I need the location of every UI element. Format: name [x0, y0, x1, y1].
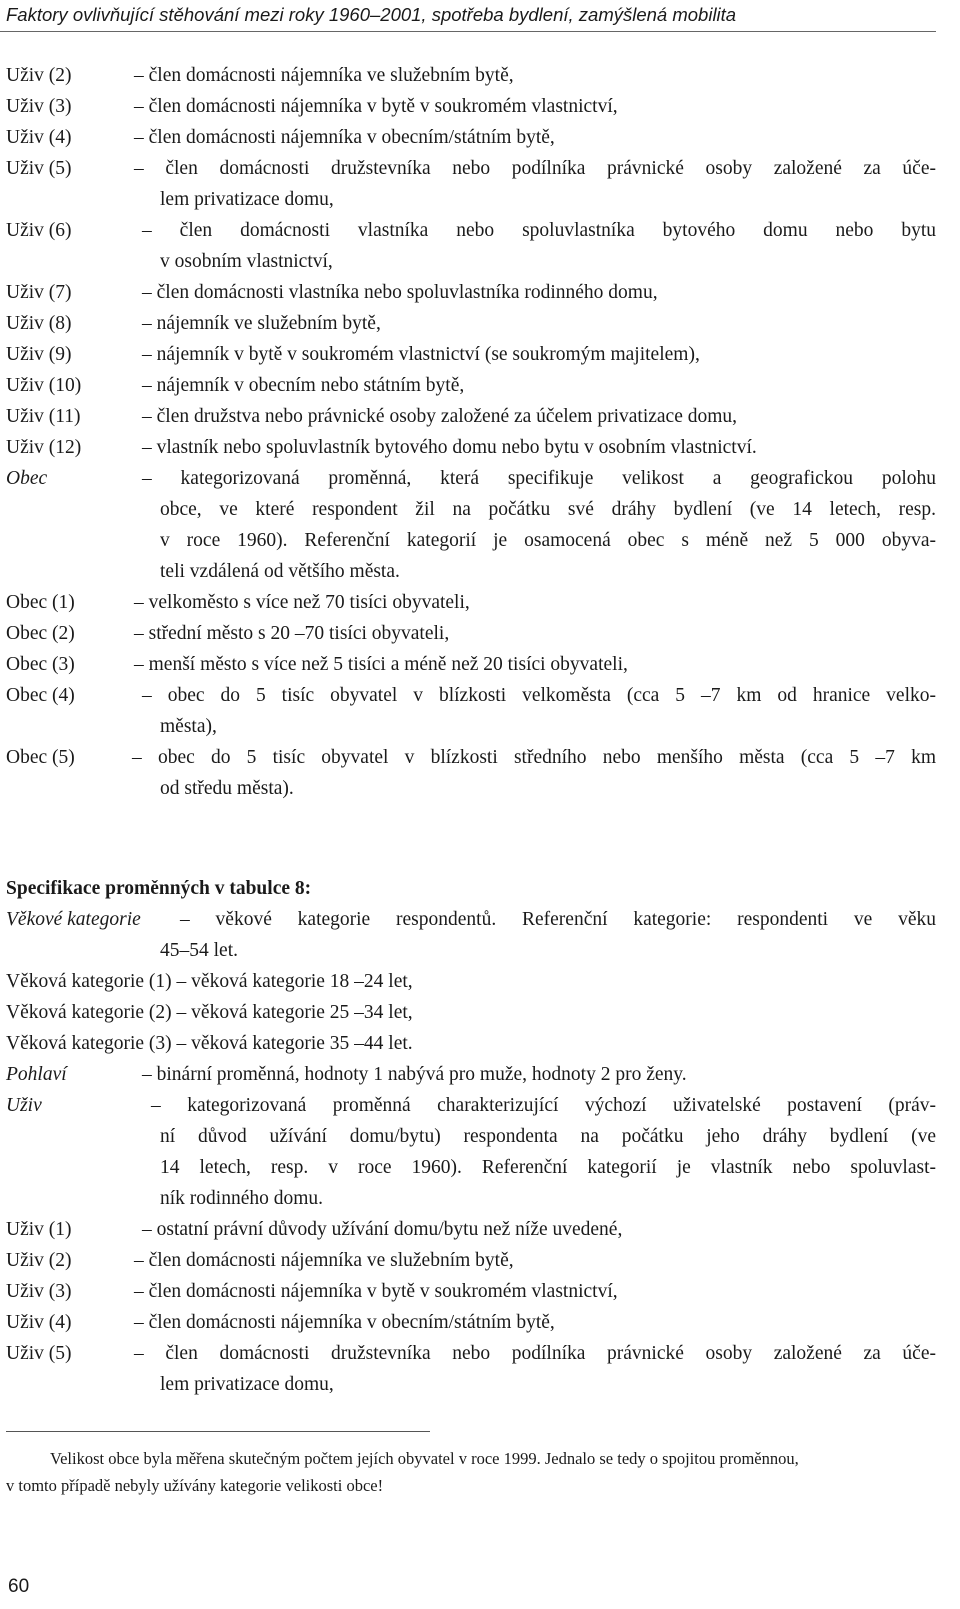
definition-continuation: 14 letech, resp. v roce 1960). Referenční kategorií je vlastník nebo spoluvlast-: [160, 1157, 936, 1178]
definition-row: Uživ (5) – člen domácnosti družstevníka nebo podílníka právnické osoby založené za úče-: [6, 1343, 936, 1364]
definition-continuation: v roce 1960). Referenční kategorií je osamocená obec s méně než 5 000 obyva-: [160, 530, 936, 551]
definition-row: Obec (1) – velkoměsto s více než 70 tisíci obyvateli,: [6, 592, 470, 613]
definition-row: Obec (4) – obec do 5 tisíc obyvatel v blízkosti velkoměsta (cca 5 –7 km od hranice velko-: [6, 685, 936, 706]
footnote: [0, 1445, 936, 1499]
definition-continuation: od středu města).: [160, 778, 294, 799]
definition-row: Uživ (9) – nájemník v bytě v soukromém vlastnictví (se soukromým majitelem),: [6, 344, 700, 365]
definition-row: Uživ (6) – člen domácnosti vlastníka nebo spoluvlastníka bytového domu nebo bytu: [6, 220, 936, 241]
definition-row: Obec (5) – obec do 5 tisíc obyvatel v blízkosti středního nebo menšího města (cca 5 –7 km: [6, 747, 936, 768]
definition-row: Uživ (7) – člen domácnosti vlastníka nebo spoluvlastníka rodinného domu,: [6, 282, 658, 303]
definition-row: Obec (2) – střední město s 20 –70 tisíci obyvateli,: [6, 623, 450, 644]
footnote-line: Velikost obce byla měřena skutečným počtem jejích obyvatel v roce 1999. Jednalo se tedy o spojitou proměnnou,: [50, 1449, 799, 1468]
definition-row: Uživ (5) – člen domácnosti družstevníka nebo podílníka právnické osoby založené za úče-: [6, 158, 936, 179]
definition-row: Obec (3) – menší město s více než 5 tisíci a méně než 20 tisíci obyvateli,: [6, 654, 628, 675]
definition-row: Uživ (2) – člen domácnosti nájemníka ve služebním bytě,: [6, 1250, 514, 1271]
definition-continuation: lem privatizace domu,: [160, 1374, 334, 1395]
variable-list-section-2: [0, 873, 936, 1400]
running-header-title: Faktory ovlivňující stěhování mezi roky 1960–2001, spotřeba bydlení, zamýšlená mobilita: [6, 4, 737, 25]
definition-continuation: obce, ve které respondent žil na počátku své dráhy bydlení (ve 14 letech, resp.: [160, 499, 936, 520]
footnote-divider: [6, 1431, 430, 1432]
definition-row: Věková kategorie (2) – věková kategorie 25 –34 let,: [6, 1002, 413, 1023]
definition-row: Uživ (3) – člen domácnosti nájemníka v bytě v soukromém vlastnictví,: [6, 96, 618, 117]
definition-continuation: 45–54 let.: [160, 940, 238, 961]
definition-continuation: ník rodinného domu.: [160, 1188, 324, 1209]
definition-row: Uživ (2) – člen domácnosti nájemníka ve služebním bytě,: [6, 65, 514, 86]
definition-row: Uživ – kategorizovaná proměnná charakterizující výchozí uživatelské postavení (práv-: [6, 1095, 936, 1116]
definition-continuation: lem privatizace domu,: [160, 189, 334, 210]
definition-row: Pohlaví – binární proměnná, hodnoty 1 nabývá pro muže, hodnoty 2 pro ženy.: [6, 1064, 687, 1085]
section-heading: Specifikace proměnných v tabulce 8:: [6, 878, 312, 899]
definition-row: Uživ (3) – člen domácnosti nájemníka v bytě v soukromém vlastnictví,: [6, 1281, 618, 1302]
definition-continuation: teli vzdálená od většího města.: [160, 561, 400, 582]
definition-row: Uživ (4) – člen domácnosti nájemníka v obecním/státním bytě,: [6, 127, 555, 148]
definition-row: Uživ (1) – ostatní právní důvody užívání domu/bytu než níže uvedené,: [6, 1219, 623, 1240]
definition-continuation: v osobním vlastnictví,: [160, 251, 333, 272]
definition-row: Věková kategorie (3) – věková kategorie 35 –44 let.: [6, 1033, 413, 1054]
variable-list-section-1: [0, 60, 936, 804]
page-number: 60: [8, 1576, 30, 1597]
definition-row: Uživ (8) – nájemník ve služebním bytě,: [6, 313, 381, 334]
definition-row: Obec – kategorizovaná proměnná, která specifikuje velikost a geografickou polohu: [6, 468, 936, 489]
definition-continuation: města),: [160, 716, 217, 737]
definition-row: Uživ (4) – člen domácnosti nájemníka v obecním/státním bytě,: [6, 1312, 555, 1333]
running-header: [0, 0, 936, 32]
definition-row: Věkové kategorie – věkové kategorie respondentů. Referenční kategorie: respondenti ve věku: [6, 909, 936, 930]
footnote-line: v tomto případě nebyly užívány kategorie velikosti obce!: [6, 1476, 384, 1495]
definition-continuation: ní důvod užívání domu/bytu) respondenta na počátku jeho dráhy bydlení (ve: [160, 1126, 936, 1147]
definition-row: Uživ (12) – vlastník nebo spoluvlastník bytového domu nebo bytu v osobním vlastnictví.: [6, 437, 757, 458]
definition-row: Věková kategorie (1) – věková kategorie 18 –24 let,: [6, 971, 413, 992]
definition-row: Uživ (11) – člen družstva nebo právnické osoby založené za účelem privatizace domu,: [6, 406, 738, 427]
definition-row: Uživ (10) – nájemník v obecním nebo státním bytě,: [6, 375, 465, 396]
